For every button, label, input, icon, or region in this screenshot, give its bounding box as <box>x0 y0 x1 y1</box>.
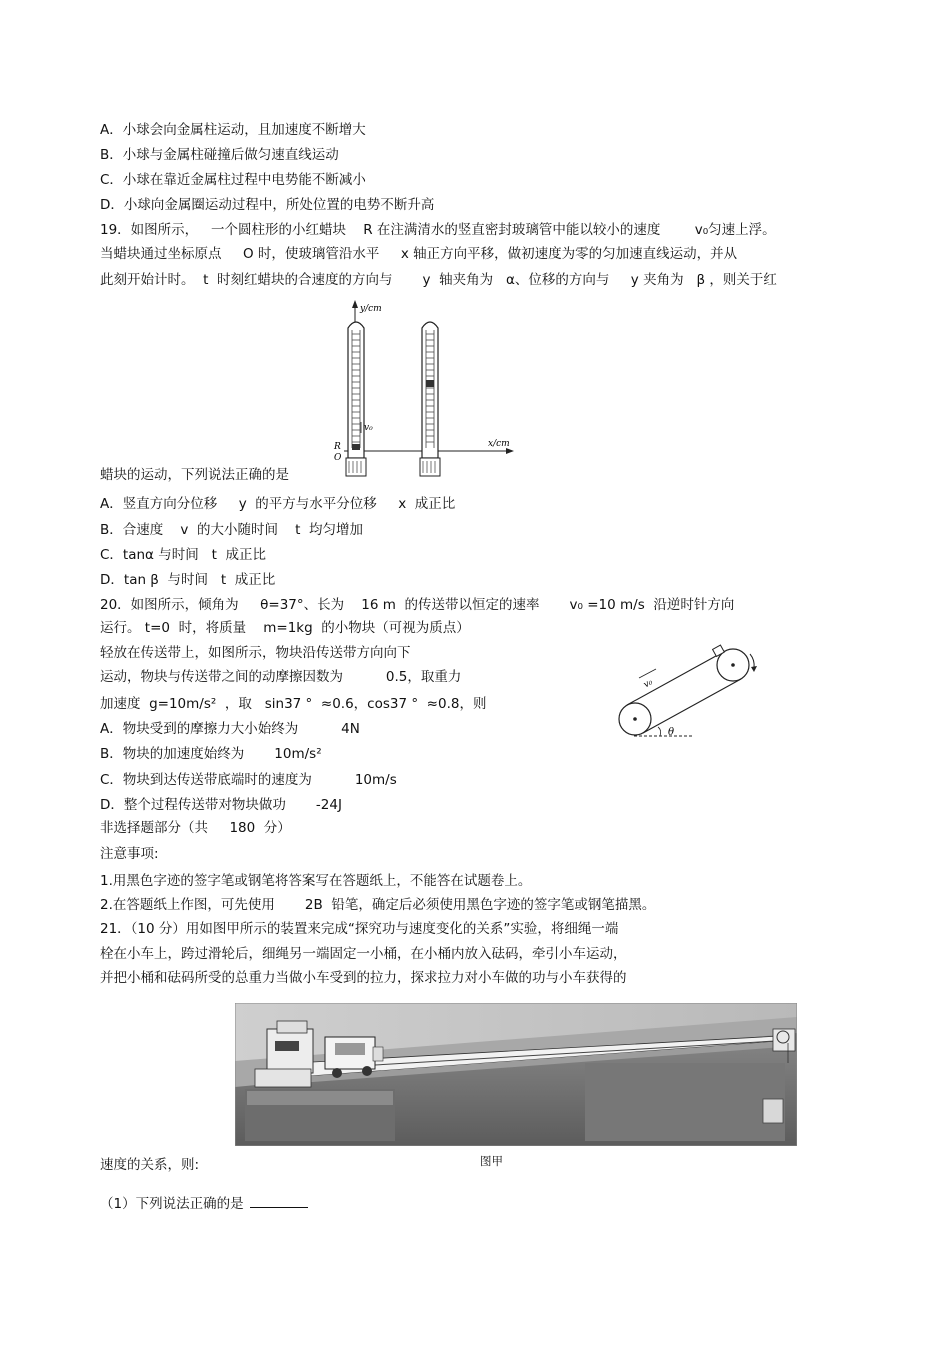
q19-option-b: B．合速度 v 的大小随时间 t 均匀增加 <box>100 522 364 538</box>
glass-tube-right <box>420 322 440 476</box>
q20-stem-line4: 运动，物块与传送带之间的动摩擦因数为 0.5，取重力 <box>100 669 462 685</box>
q19-stem-line3: 此刻开始计时。 t 时刻红蜡块的合速度的方向与 y 轴夹角为 α、位移的方向与 y 夹角为 β ，则关于红 <box>100 272 777 288</box>
q20-stem-line1: 20．如图所示，倾角为 θ=37°、长为 16 m 的传送带以恒定的速率 v₀ =10 m/s 沿逆时针方向 <box>100 597 735 613</box>
q19-y-axis-label: y/cm <box>360 304 382 314</box>
small-block <box>713 645 725 656</box>
q20-label-v0: v₀ <box>642 677 655 691</box>
q18-option-a: A．小球会向金属柱运动，且加速度不断增大 <box>100 122 366 138</box>
notice-heading: 注意事项: <box>100 846 159 862</box>
glass-tube-left <box>346 322 366 476</box>
notice-item-1: 1.用黑色字迹的签字笔或钢笔将答案写在答题纸上，不能答在试题卷上。 <box>100 873 532 889</box>
q20-option-d: D．整个过程传送带对物块做功 -24J <box>100 797 342 813</box>
q21-apparatus-photo <box>235 1003 797 1146</box>
q21-sub1-text: （1）下列说法正确的是 <box>100 1196 244 1212</box>
q20-option-c: C．物块到达传送带底端时的速度为 10m/s <box>100 772 397 788</box>
q20-stem-line2: 运行。 t=0 时，将质量 m=1kg 的小物块（可视为质点） <box>100 620 470 636</box>
q19-label-v0: v₀ <box>364 423 373 433</box>
conveyor-belt <box>619 649 749 735</box>
q21-stem-line2: 栓在小车上，跨过滑轮后，细绳另一端固定一小桶，在小桶内放入砝码，牵引小车运动， <box>100 946 627 962</box>
q20-stem-line5: 加速度 g=10m/s² ，取 sin37 ° ≈0.6，cos37 ° ≈0.8，则 <box>100 696 487 712</box>
q21-stem-line1: 21．（10 分）用如图甲所示的装置来完成“探究功与速度变化的关系”实验，将细绳一端 <box>100 921 619 937</box>
q21-sub-question-1 <box>100 1193 308 1213</box>
q18-option-c: C．小球在靠近金属柱过程中电势能不断减小 <box>100 172 366 188</box>
notice-item-2: 2.在答题纸上作图，可先使用 2B 铅笔，确定后必须使用黑色字迹的签字笔或钢笔描黑。 <box>100 897 656 913</box>
q19-stem-line2: 当蜡块通过坐标原点 O 时，使玻璃管沿水平 x 轴正方向平移，做初速度为零的匀加速直线运动，并从 <box>100 246 738 262</box>
q20-option-b: B．物块的加速度始终为 10m/s² <box>100 746 322 762</box>
q19-option-a: A．竖直方向分位移 y 的平方与水平分位移 x 成正比 <box>100 496 456 512</box>
q19-label-o: O <box>334 453 342 463</box>
q18-option-d: D．小球向金属圈运动过程中，所处位置的电势不断升高 <box>100 197 435 213</box>
answer-blank[interactable] <box>250 1193 308 1208</box>
q19-x-axis-label: x/cm <box>488 439 510 449</box>
q20-conveyor-belt-figure <box>612 640 772 742</box>
figure-caption: 图甲 <box>480 1154 503 1168</box>
q20-label-theta: θ <box>668 727 675 738</box>
q20-stem-line3: 轻放在传送带上，如图所示，物块沿传送带方向向下 <box>100 645 411 661</box>
nonchoice-title: 非选择题部分（共 180 分） <box>100 820 291 836</box>
q19-glass-tube-figure <box>328 298 518 480</box>
q19-option-d: D．tan β 与时间 t 成正比 <box>100 572 276 588</box>
q19-stem-line4: 蜡块的运动，下列说法正确的是 <box>100 467 289 483</box>
pulley <box>773 1029 795 1051</box>
q20-option-a: A．物块受到的摩擦力大小始终为 4N <box>100 721 360 737</box>
q18-option-b: B．小球与金属柱碰撞后做匀速直线运动 <box>100 147 339 163</box>
q19-stem-line1: 19．如图所示， 一个圆柱形的小红蜡块 R 在注满清水的竖直密封玻璃管中能以较小的速度 v₀匀速上浮。 <box>100 222 776 238</box>
q19-label-r: R <box>334 442 341 452</box>
q19-option-c: C．tanα 与时间 t 成正比 <box>100 547 266 563</box>
q21-stem-line4: 速度的关系，则: <box>100 1157 200 1173</box>
q21-stem-line3: 并把小桶和砝码所受的总重力当做小车受到的拉力，探求拉力对小车做的功与小车获得的 <box>100 970 627 986</box>
